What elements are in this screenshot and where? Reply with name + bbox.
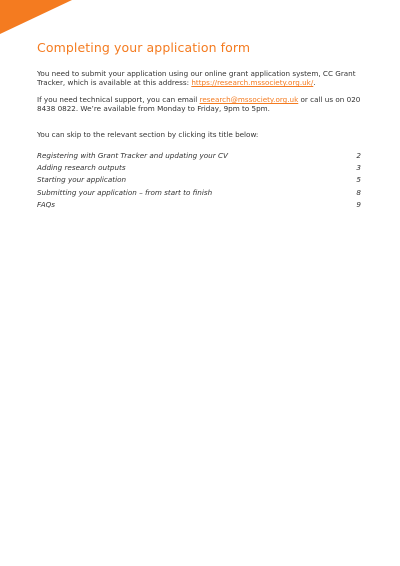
toc-entry-page: 5 [356,175,361,185]
toc-row[interactable] [37,187,361,199]
toc-entry-title[interactable]: FAQs [37,199,56,209]
page-title: Completing your application form [37,40,251,55]
intro-system-text: You need to submit your application using our online grant application system, CC Grant Tracker, which is available at this address: [37,69,356,88]
intro-paragraph-skip: You can skip to the relevant section by clicking its title below: [37,130,259,139]
toc-entry-title[interactable]: Submitting your application – from start to finish [37,187,213,197]
grant-tracker-link[interactable]: https://research.mssociety.org.uk/ [191,78,314,88]
intro-paragraph-support [37,95,367,114]
toc-row[interactable] [37,174,361,186]
toc-entry-page: 2 [356,151,361,160]
table-of-contents [37,150,361,211]
toc-entry-title[interactable]: Starting your application [37,175,127,185]
corner-brand-shape [0,0,72,34]
support-email-link[interactable]: research@mssociety.org.uk [199,95,299,104]
toc-entry-page: 3 [356,163,361,173]
support-text-before: If you need technical support, you can email [37,95,200,104]
toc-entry-page: 9 [356,199,361,209]
toc-entry-page: 8 [356,187,361,197]
toc-entry-title[interactable]: Adding research outputs [37,163,126,173]
toc-row[interactable] [37,162,361,174]
intro-paragraph-system [37,69,367,88]
toc-row[interactable] [37,150,361,162]
intro-system-end: . [313,78,316,88]
support-text-after: or call us on 020 8438 0822. We’re available from Monday to Friday, 9pm to 5pm. [37,95,361,114]
toc-row[interactable] [37,199,361,211]
toc-entry-title[interactable]: Registering with Grant Tracker and updating your CV [37,151,228,160]
